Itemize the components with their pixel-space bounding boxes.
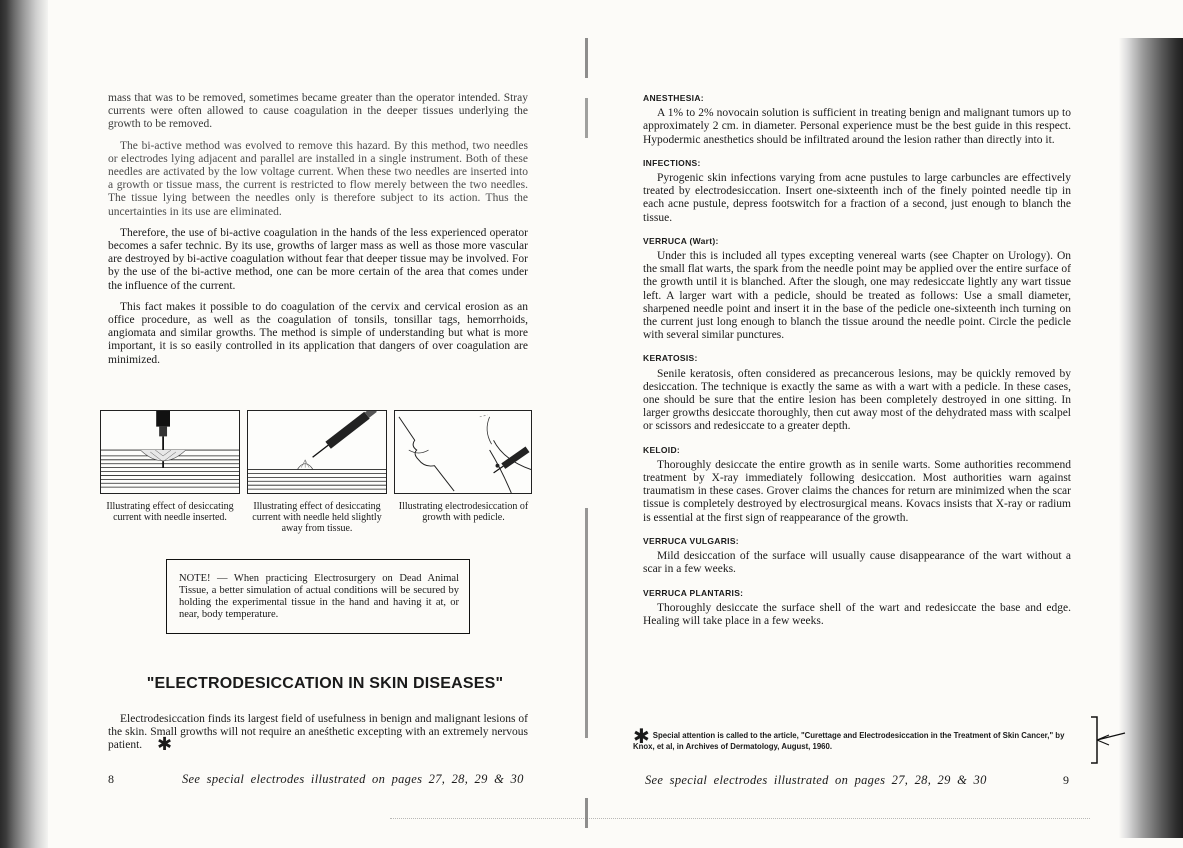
- right-page-body: [643, 92, 1071, 638]
- section-keratosis: [643, 352, 1071, 433]
- figure-row: [100, 410, 532, 550]
- section-heading: "ELECTRODESICCATION IN SKIN DISEASES": [146, 675, 504, 692]
- figure-caption: Illustrating effect of desiccating current with needle inserted.: [106, 501, 234, 523]
- special-attention-note: [633, 724, 1073, 752]
- page-number: 9: [1063, 773, 1069, 787]
- bracket-arrow-icon: [1087, 715, 1127, 767]
- page-footer: See special electrodes illustrated on pages 27, 28, 29 & 30: [645, 773, 987, 787]
- section-verruca-plantaris: [643, 587, 1071, 629]
- scan-noise: [390, 818, 1090, 832]
- scan-shadow-left: [0, 0, 48, 848]
- section-title: VERRUCA PLANTARIS:: [643, 587, 744, 598]
- asterisk-icon: ✱: [633, 724, 650, 748]
- section-body: Pyrogenic skin infections varying from acne pustules to large carbuncles are effectively treated by electrodesiccation. Insert one-sixteenth inch of the finely pointed needle tip in each acne pustule, depress footswitch for a fraction of a second, just enough to blanch the tissue.: [643, 172, 1071, 224]
- figure-needle-away: [247, 410, 387, 494]
- paragraph: mass that was to be removed, sometimes became greater than the operator intended. Stray currents were often allowed to cause coagulation in the deeper tissues underlying the growth to be removed.: [108, 92, 528, 131]
- page-number: 8: [108, 772, 114, 786]
- section-body: Thoroughly desiccate the entire growth as in senile warts. Some authorities recommend treatment by X-ray immediately following desiccation. Most authorities warn against traumatism in these cases. Grover claims the chances for return are minimized when the scar tissue is completely destroyed by electrosurgical means. Kovacs insists that X-ray or radium is essential at the first sign of reappearance of the growth.: [643, 458, 1071, 524]
- special-note-text: Special attention is called to the article, "Curettage and Electrodesiccation in the Treatment of Skin Cancer," by Knox, et al, in Archives of Dermatology, August, 1960.: [633, 731, 1065, 751]
- section-body: Mild desiccation of the surface will usually cause disappearance of the wart without a scar in a few weeks.: [643, 550, 1071, 576]
- note-box: NOTE! — When practicing Electrosurgery on Dead Animal Tissue, a better simulation of actual conditions will be secured by holding the experimental tissue in the hand and having it at, or near, body temperature.: [166, 559, 470, 634]
- left-page-body: [108, 92, 528, 375]
- page-footer: See special electrodes illustrated on pages 27, 28, 29 & 30: [182, 772, 524, 786]
- figure-caption: Illustrating effect of desiccating current with needle held slightly away from tissue.: [252, 501, 382, 534]
- section-body: A 1% to 2% novocain solution is sufficient in treating benign and malignant tumors up to approximately 2 cm. in diameter. Personal experience must be the best guide in this respect. Hypodermic anesthetics should be infiltrated around the lesion rather than directly into it.: [643, 107, 1071, 146]
- section-title: INFECTIONS:: [643, 157, 701, 168]
- asterisk-icon: ✱: [157, 734, 173, 756]
- section-title: KELOID:: [643, 444, 681, 455]
- section-title: VERRUCA VULGARIS:: [643, 535, 739, 546]
- intro-paragraph: [108, 713, 528, 756]
- intro-text: Electrodesiccation finds its largest field of usefulness in benign and malignant lesions of the skin. Small growths will not require an aneśthetic excepting with an extremely nervous patient.: [108, 713, 528, 751]
- section-body: Thoroughly desiccate the surface shell of the wart and redesiccate the base and edge. Healing will take place in a few weeks.: [643, 601, 1071, 627]
- figure-pedicle-growth: [394, 410, 532, 494]
- paragraph: The bi-active method was evolved to remove this hazard. By this method, two needles or electrodes lying adjacent and parallel are installed in a single instrument. Both of these needles are activated by the low voltage current. When these two needles are inserted into a growth or tissue mass, the current is restricted to flow merely between the two needles. The tissue lying between the needles only is therefore subject to its action. Thus the uncertainties in its use are eliminated.: [108, 139, 528, 218]
- figure-needle-inserted: [100, 410, 240, 494]
- section-keloid: [643, 444, 1071, 525]
- section-body: Senile keratosis, often considered as precancerous lesions, may be quickly removed by desiccation. The technique is exactly the same as with a wart with a pedicle. In these cases, one should be sure that the entire lesion has been completely destroyed in one sitting. In larger growths desiccate thoroughly, then cut away most of the dehydrated mass with scalpel or scissors and redesiccate to a greater depth.: [643, 367, 1071, 433]
- paragraph: This fact makes it possible to do coagulation of the cervix and cervical erosion as an office procedure, as well as the coagulation of tonsils, tonsillar tags, hemorrhoids, angiomata and similar growths. The method is simple of understanding but what is more important, it is so easily controlled in its application that dangers of over coagulation are minimized.: [108, 300, 528, 366]
- section-anesthesia: [643, 92, 1071, 147]
- section-verruca: [643, 235, 1071, 343]
- scan-shadow-right: [1119, 38, 1183, 838]
- section-title: KERATOSIS:: [643, 353, 698, 364]
- paragraph: Therefore, the use of bi-active coagulation in the hands of the less experienced operator becomes a safer technic. By its use, growths of larger mass as well as those more vascular are destroyed by bi-active coagulation without fear that deeper tissue may be involved. For by the use of the bi-active method, one can be more certain of the area that comes under the influence of the current.: [108, 226, 528, 292]
- section-body: Under this is included all types excepting venereal warts (see Chapter on Urology). On the small flat warts, the spark from the needle point may be applied over the entire surface of the growth until it is blanched. After the slough, one may redesiccate lightly any wart tissue left. A larger wart with a pedicle, should be treated as follows: Use a small diameter, sharpened needle point and insert it in the base of the pedicle one-sixteenth inch turning on the current just long enough to blanch the tissue around the needle point. Circle the pedicle with several similar punctures.: [643, 250, 1071, 342]
- section-title: VERRUCA (Wart):: [643, 235, 719, 246]
- book-gutter: [585, 38, 588, 828]
- figure-caption: Illustrating electrodesiccation of growth with pedicle.: [398, 501, 529, 523]
- section-title: ANESTHESIA:: [643, 93, 704, 103]
- section-infections: [643, 157, 1071, 225]
- section-verruca-vulgaris: [643, 535, 1071, 577]
